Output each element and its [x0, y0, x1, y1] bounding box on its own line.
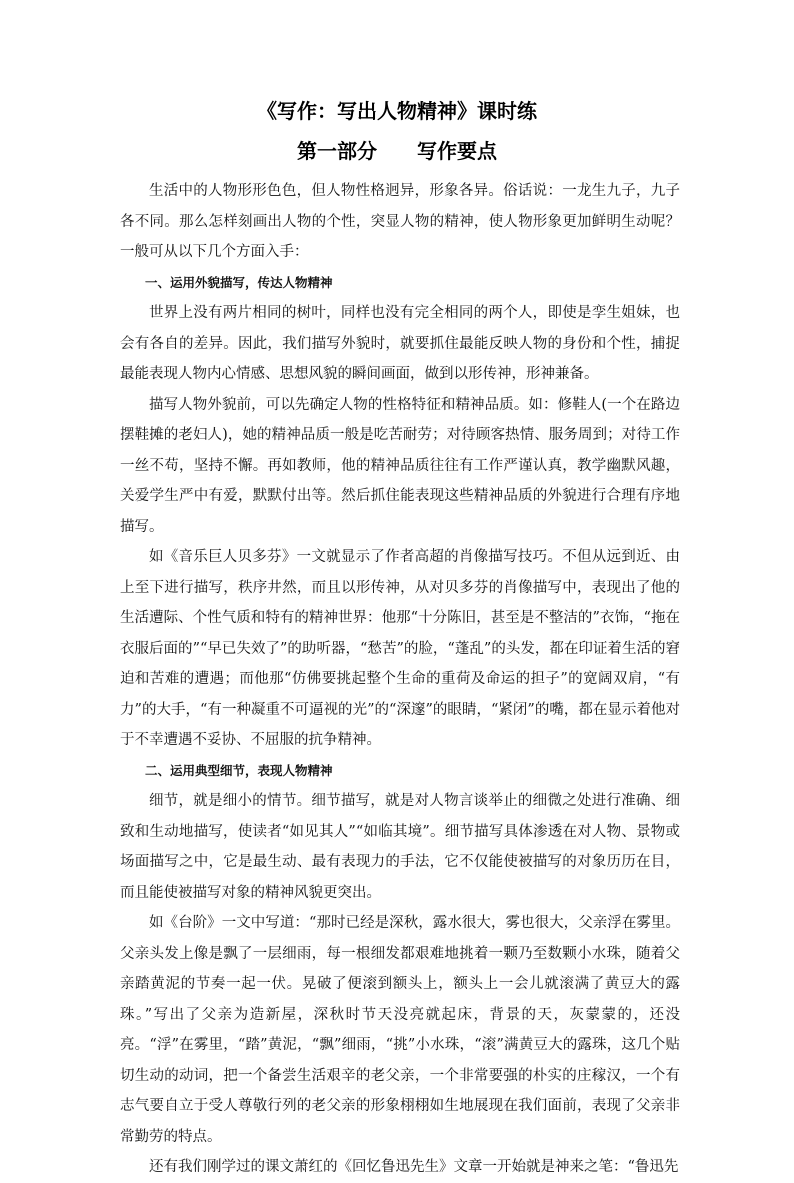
document-title: 《写作：写出人物精神》课时练: [257, 99, 537, 123]
section-heading: 二、运用典型细节，表现人物精神: [145, 762, 333, 778]
paragraph: 生活中的人物形形色色，但人物性格迥异，形象各异。俗话说：一龙生九子，九子各不同。那么怎样刻画出人物的个性，突显人物的精神，使人物形象更加鲜明生动呢？一般可从以下几个方面入手：: [120, 183, 680, 260]
section-topic-label: 写作要点: [417, 139, 497, 163]
paragraph: 如《音乐巨人贝多芬》一文就显示了作者高超的肖像描写技巧。不但从远到近、由上至下进行描写，秩序井然，而且以形传神，从对贝多芬的肖像描写中，表现出了他的生活遭际、个性气质和特有的精神世界：他那“十分陈旧，甚至是不整洁的”衣饰，“拖在衣服后面的”“早已失效了”的助听器，“愁苦”的脸，“蓬乱”的头发，都在印证着生活的窘迫和苦难的遭遇；而他那“仿佛要挑起整个生命的重荷及命运的担子”的宽阔双肩，“有力”的大手，“有一种凝重不可逼视的光”的“深邃”的眼睛，“紧闭”的嘴，都在显示着他对于不幸遭遇不妥协、不屈服的抗争精神。: [120, 549, 680, 748]
document-body: [120, 176, 680, 1183]
paragraph: 描写人物外貌前，可以先确定人物的性格特征和精神品质。如：修鞋人(一个在路边摆鞋摊的老妇人)，她的精神品质一般是吃苦耐劳；对待顾客热情、服务周到；对待工作一丝不苟，坚持不懈。再如教师，他的精神品质往往有工作严谨认真，教学幽默风趣，关爱学生严中有爱，默默付出等。然后抓住能表现这些精神品质的外貌进行合理有序地描写。: [120, 396, 680, 535]
section-heading: 一、运用外貌描写，传达人物精神: [145, 274, 333, 290]
section-title: [0, 136, 794, 166]
section-part-label: 第一部分: [297, 139, 377, 163]
paragraph: 如《台阶》一文中写道：“那时已经是深秋，露水很大，雾也很大，父亲浮在雾里。父亲头发上像是飘了一层细雨，每一根细发都艰难地挑着一颗乃至数颗小水珠，随着父亲踏黄泥的节奏一起一伏。晃破了便滚到额头上，额头上一会儿就滚满了黄豆大的露珠。”写出了父亲为造新屋，深秋时节天没亮就起床，背景的天，灰蒙蒙的，还没亮。“浮”在雾里，“踏”黄泥，“飘”细雨，“挑”小水珠，“滚”满黄豆大的露珠，这几个贴切生动的动词，把一个备尝生活艰辛的老父亲，一个非常要强的朴实的庄稼汉，一个有志气要自立于受人尊敬行列的老父亲的形象栩栩如生地展现在我们面前，表现了父亲非常勤劳的特点。: [120, 915, 680, 1145]
paragraph: 还有我们刚学过的课文萧红的《回忆鲁迅先生》文章一开始就是神来之笔：“鲁迅先: [149, 1159, 679, 1175]
paragraph: 世界上没有两片相同的树叶，同样也没有完全相同的两个人，即使是孪生姐妹，也会有各自的差异。因此，我们描写外貌时，就要抓住最能反映人物的身份和个性，捕捉最能表现人物内心情感、思想风貌的瞬间画面，做到以形传神，形神兼备。: [120, 305, 680, 382]
paragraph: 细节，就是细小的情节。细节描写，就是对人物言谈举止的细微之处进行准确、细致和生动地描写，使读者“如见其人”“如临其境”。细节描写具体渗透在对人物、景物或场面描写之中，它是最生动、最有表现力的手法，它不仅能使被描写的对象历历在目，而且能使被描写对象的精神风貌更突出。: [120, 793, 680, 901]
